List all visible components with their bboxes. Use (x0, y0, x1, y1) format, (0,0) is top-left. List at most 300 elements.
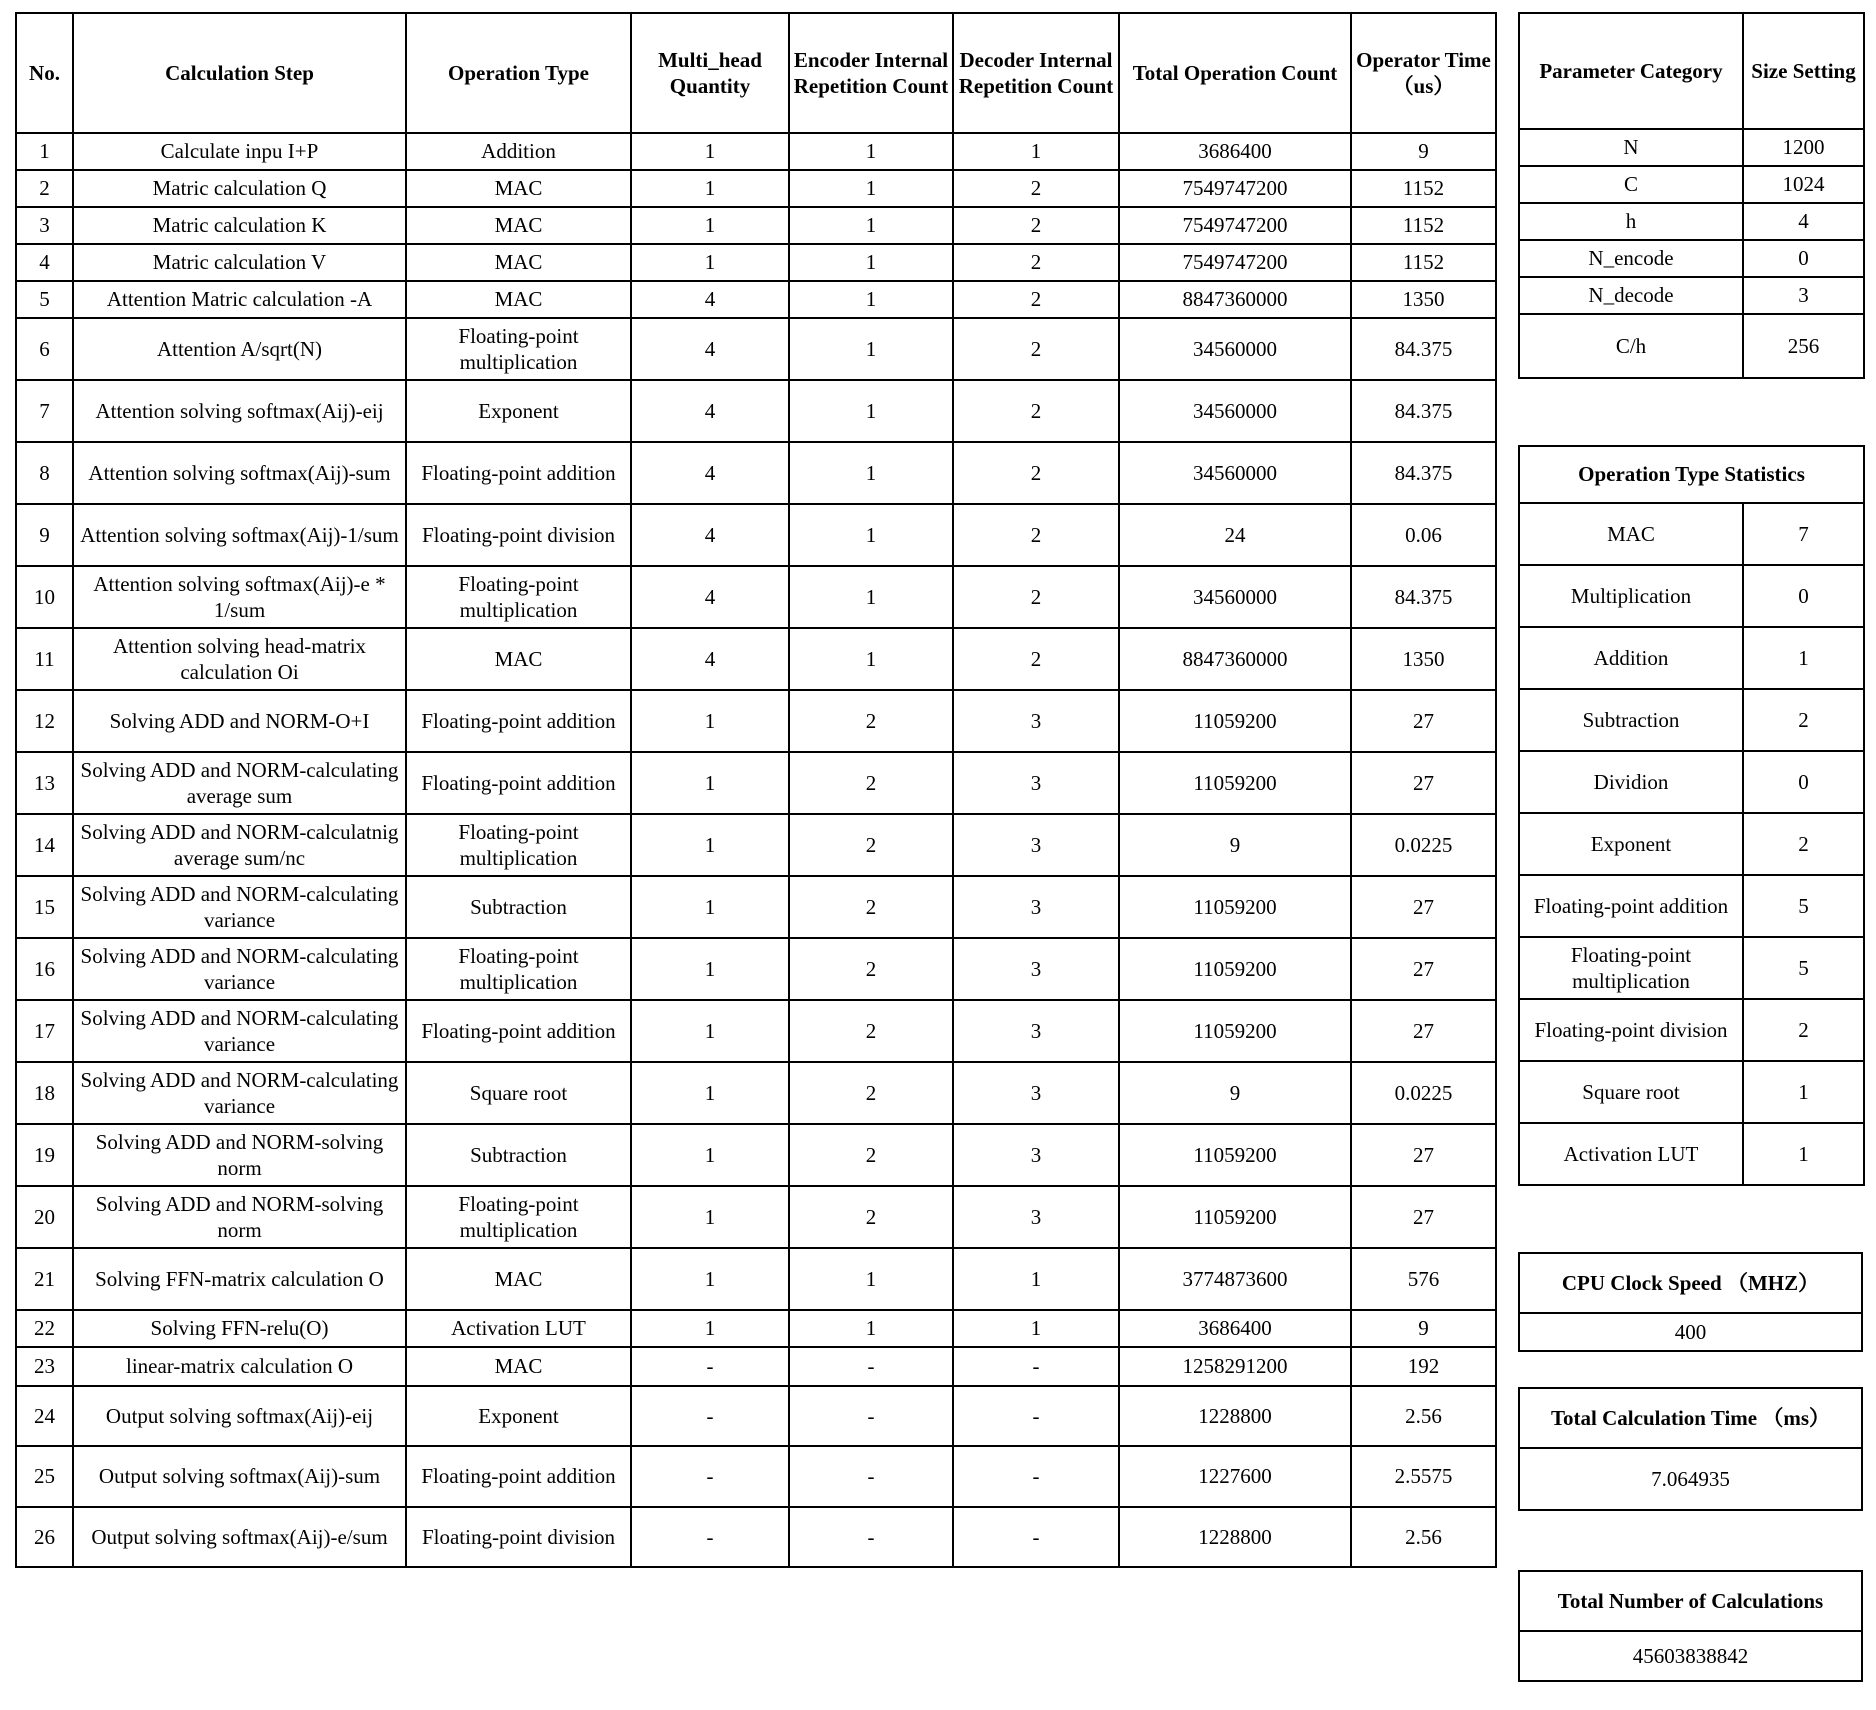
table-cell: 2 (789, 752, 953, 814)
table-cell: Floating-point division (406, 1507, 631, 1567)
table-cell: Attention solving softmax(Aij)-eij (73, 380, 406, 442)
table-cell: - (789, 1386, 953, 1446)
table-cell: Addition (406, 133, 631, 170)
table-cell: 1 (953, 1248, 1119, 1310)
table-cell: 1 (953, 133, 1119, 170)
table-cell: - (631, 1386, 789, 1446)
table-cell: 25 (16, 1446, 73, 1507)
table-cell: 3 (953, 876, 1119, 938)
table-cell: Exponent (1519, 813, 1743, 875)
table-cell: Multiplication (1519, 565, 1743, 627)
table-cell: 1 (631, 170, 789, 207)
table-cell: 2 (953, 628, 1119, 690)
table-cell: 576 (1351, 1248, 1496, 1310)
table-cell: Solving ADD and NORM-calculatnig average sum/nc (73, 814, 406, 876)
table-cell: 1 (789, 133, 953, 170)
table-cell: 1 (789, 207, 953, 244)
table-cell: 3686400 (1119, 133, 1351, 170)
table-cell: 1 (16, 133, 73, 170)
table-cell: Subtraction (406, 876, 631, 938)
table-cell: 2 (953, 504, 1119, 566)
table-cell: 2 (953, 170, 1119, 207)
table-cell: 2 (953, 244, 1119, 281)
table-cell: 4 (631, 281, 789, 318)
table-cell: Solving ADD and NORM-calculating average sum (73, 752, 406, 814)
table-cell: Output solving softmax(Aij)-e/sum (73, 1507, 406, 1567)
table-cell: Solving ADD and NORM-O+I (73, 690, 406, 752)
table-cell: Matric calculation V (73, 244, 406, 281)
table-cell: 4 (16, 244, 73, 281)
parameter-table-header-row (1519, 13, 1864, 129)
table-cell: Attention A/sqrt(N) (73, 318, 406, 380)
table-cell: 256 (1743, 314, 1864, 378)
table-row (16, 1248, 1496, 1310)
table-cell: 7 (1743, 503, 1864, 565)
table-cell: 2 (1743, 689, 1864, 751)
parameter-table-body (1519, 129, 1864, 378)
table-cell: 8847360000 (1119, 628, 1351, 690)
table-cell: 1 (1743, 627, 1864, 689)
table-cell: 11059200 (1119, 690, 1351, 752)
table-row (1519, 565, 1864, 627)
table-row (1519, 1123, 1864, 1185)
table-cell: 1 (631, 1124, 789, 1186)
table-cell: Solving FFN-relu(O) (73, 1310, 406, 1347)
table-cell: 1 (789, 170, 953, 207)
column-header: Calculation Step (73, 13, 406, 133)
table-cell: 1 (789, 504, 953, 566)
table-cell: 1 (789, 566, 953, 628)
table-cell: 84.375 (1351, 318, 1496, 380)
column-header: Operation Type (406, 13, 631, 133)
table-cell: 3 (953, 1062, 1119, 1124)
table-cell: Attention solving softmax(Aij)-e * 1/sum (73, 566, 406, 628)
table-cell: 4 (1743, 203, 1864, 240)
table-cell: 1 (789, 1248, 953, 1310)
table-row (1519, 751, 1864, 813)
table-cell: Floating-point multiplication (406, 938, 631, 1000)
cpu-clock-value: 400 (1519, 1313, 1862, 1351)
table-cell: 2 (789, 1186, 953, 1248)
table-cell: 17 (16, 1000, 73, 1062)
table-row (1519, 813, 1864, 875)
table-cell: 24 (1119, 504, 1351, 566)
table-cell: 20 (16, 1186, 73, 1248)
table-row (1519, 166, 1864, 203)
table-row (1519, 627, 1864, 689)
cpu-clock-table (1518, 1252, 1863, 1352)
table-cell: 6 (16, 318, 73, 380)
table-cell: Floating-point division (406, 504, 631, 566)
table-cell: N_encode (1519, 240, 1743, 277)
table-cell: 7549747200 (1119, 170, 1351, 207)
table-cell: 23 (16, 1347, 73, 1386)
table-cell: MAC (406, 628, 631, 690)
table-row (16, 442, 1496, 504)
table-cell: Square root (406, 1062, 631, 1124)
table-cell: 1 (631, 690, 789, 752)
table-cell: linear-matrix calculation O (73, 1347, 406, 1386)
table-cell: 27 (1351, 1186, 1496, 1248)
table-cell: 2 (953, 566, 1119, 628)
table-row (16, 1310, 1496, 1347)
table-cell: 1152 (1351, 244, 1496, 281)
table-cell: 1 (789, 1310, 953, 1347)
total-time-value: 7.064935 (1519, 1448, 1862, 1510)
table-cell: Floating-point addition (406, 1446, 631, 1507)
table-cell: 1 (1743, 1123, 1864, 1185)
table-row (16, 752, 1496, 814)
table-cell: Solving ADD and NORM-solving norm (73, 1124, 406, 1186)
table-row (16, 170, 1496, 207)
table-cell: Subtraction (1519, 689, 1743, 751)
table-cell: 11059200 (1119, 938, 1351, 1000)
table-cell: 1 (631, 752, 789, 814)
table-row (16, 1000, 1496, 1062)
table-cell: 0.0225 (1351, 1062, 1496, 1124)
table-cell: - (953, 1507, 1119, 1567)
table-cell: - (953, 1446, 1119, 1507)
table-cell: Solving ADD and NORM-calculating variance (73, 1000, 406, 1062)
table-row (16, 1124, 1496, 1186)
table-row (1519, 1061, 1864, 1123)
table-cell: 1 (789, 442, 953, 504)
table-cell: 1 (953, 1310, 1119, 1347)
table-cell: 3 (953, 1124, 1119, 1186)
table-cell: 2 (1743, 813, 1864, 875)
table-cell: - (953, 1347, 1119, 1386)
table-row (16, 814, 1496, 876)
column-header: No. (16, 13, 73, 133)
table-cell: 1 (1743, 1061, 1864, 1123)
table-cell: 3 (953, 1000, 1119, 1062)
table-row (16, 504, 1496, 566)
table-cell: 8847360000 (1119, 281, 1351, 318)
table-cell: 0 (1743, 751, 1864, 813)
table-row (1519, 277, 1864, 314)
table-cell: MAC (406, 207, 631, 244)
table-cell: 34560000 (1119, 442, 1351, 504)
table-cell: Floating-point multiplication (406, 318, 631, 380)
table-cell: 1227600 (1119, 1446, 1351, 1507)
table-row (16, 876, 1496, 938)
table-cell: 0 (1743, 565, 1864, 627)
table-cell: 1 (631, 207, 789, 244)
table-row (16, 1347, 1496, 1386)
table-cell: 1 (631, 244, 789, 281)
table-cell: Output solving softmax(Aij)-eij (73, 1386, 406, 1446)
table-cell: Floating-point division (1519, 999, 1743, 1061)
table-cell: Calculate inpu I+P (73, 133, 406, 170)
table-cell: 2 (1743, 999, 1864, 1061)
main-table-body (16, 133, 1496, 1567)
table-cell: MAC (406, 170, 631, 207)
table-cell: 3686400 (1119, 1310, 1351, 1347)
table-cell: 84.375 (1351, 442, 1496, 504)
table-cell: Exponent (406, 380, 631, 442)
table-row (16, 318, 1496, 380)
table-cell: 4 (631, 442, 789, 504)
table-cell: 21 (16, 1248, 73, 1310)
table-cell: 2 (953, 281, 1119, 318)
table-cell: Solving FFN-matrix calculation O (73, 1248, 406, 1310)
operation-stats-body (1519, 503, 1864, 1185)
table-cell: Solving ADD and NORM-solving norm (73, 1186, 406, 1248)
table-cell: C (1519, 166, 1743, 203)
table-cell: 7549747200 (1119, 244, 1351, 281)
table-cell: 11059200 (1119, 876, 1351, 938)
table-row (1519, 503, 1864, 565)
table-cell: Output solving softmax(Aij)-sum (73, 1446, 406, 1507)
table-cell: - (789, 1446, 953, 1507)
table-cell: 16 (16, 938, 73, 1000)
table-row (16, 281, 1496, 318)
table-cell: 3 (16, 207, 73, 244)
table-cell: 192 (1351, 1347, 1496, 1386)
table-cell: 2 (789, 876, 953, 938)
main-table-header-row (16, 13, 1496, 133)
table-cell: 11059200 (1119, 752, 1351, 814)
table-row (16, 1507, 1496, 1567)
calculation-steps-table (15, 12, 1497, 1568)
table-row (1519, 240, 1864, 277)
table-cell: Attention Matric calculation -A (73, 281, 406, 318)
table-cell: 7549747200 (1119, 207, 1351, 244)
table-cell: 1 (789, 380, 953, 442)
table-row (1519, 875, 1864, 937)
table-cell: N (1519, 129, 1743, 166)
table-cell: 2 (953, 207, 1119, 244)
table-cell: MAC (406, 281, 631, 318)
table-cell: 84.375 (1351, 380, 1496, 442)
table-cell: Dividion (1519, 751, 1743, 813)
table-cell: 1350 (1351, 628, 1496, 690)
table-cell: N_decode (1519, 277, 1743, 314)
table-cell: 9 (1119, 814, 1351, 876)
table-row (16, 133, 1496, 170)
table-cell: 2.56 (1351, 1507, 1496, 1567)
table-cell: Addition (1519, 627, 1743, 689)
table-cell: 9 (1351, 133, 1496, 170)
total-time-title: Total Calculation Time （ms） (1519, 1388, 1862, 1448)
table-cell: 3 (953, 938, 1119, 1000)
table-cell: 84.375 (1351, 566, 1496, 628)
column-header: Decoder Internal Repetition Count (953, 13, 1119, 133)
table-cell: 2 (789, 814, 953, 876)
table-cell: 13 (16, 752, 73, 814)
table-cell: 1228800 (1119, 1507, 1351, 1567)
table-cell: 2 (789, 1000, 953, 1062)
table-cell: 11059200 (1119, 1186, 1351, 1248)
table-cell: 22 (16, 1310, 73, 1347)
table-cell: 8 (16, 442, 73, 504)
table-cell: 1 (631, 1000, 789, 1062)
table-cell: 1 (789, 281, 953, 318)
table-cell: Floating-point multiplication (406, 1186, 631, 1248)
table-cell: 4 (631, 566, 789, 628)
table-row (1519, 999, 1864, 1061)
table-cell: Floating-point multiplication (406, 566, 631, 628)
table-cell: 27 (1351, 1124, 1496, 1186)
table-cell: - (789, 1347, 953, 1386)
table-cell: Floating-point addition (406, 752, 631, 814)
table-cell: 9 (1119, 1062, 1351, 1124)
cpu-clock-title: CPU Clock Speed （MHZ） (1519, 1253, 1862, 1313)
operation-stats-table (1518, 445, 1865, 1186)
table-cell: 1024 (1743, 166, 1864, 203)
table-cell: 18 (16, 1062, 73, 1124)
table-cell: 2.56 (1351, 1386, 1496, 1446)
table-cell: 1 (631, 1248, 789, 1310)
table-cell: 2 (789, 1062, 953, 1124)
column-header: Multi_head Quantity (631, 13, 789, 133)
total-time-table (1518, 1387, 1863, 1511)
table-cell: 27 (1351, 938, 1496, 1000)
table-cell: Solving ADD and NORM-calculating variance (73, 876, 406, 938)
table-cell: 19 (16, 1124, 73, 1186)
table-cell: 9 (1351, 1310, 1496, 1347)
table-cell: MAC (406, 244, 631, 281)
table-cell: 1 (631, 1310, 789, 1347)
table-cell: 26 (16, 1507, 73, 1567)
table-cell: - (631, 1507, 789, 1567)
table-cell: 0.0225 (1351, 814, 1496, 876)
table-cell: 4 (631, 380, 789, 442)
table-cell: 11 (16, 628, 73, 690)
table-row (16, 1186, 1496, 1248)
table-cell: Floating-point addition (1519, 875, 1743, 937)
table-cell: Floating-point addition (406, 442, 631, 504)
table-cell: - (789, 1507, 953, 1567)
table-cell: 5 (16, 281, 73, 318)
table-cell: 1 (789, 318, 953, 380)
table-cell: 9 (16, 504, 73, 566)
table-cell: Floating-point multiplication (406, 814, 631, 876)
table-cell: 27 (1351, 1000, 1496, 1062)
table-cell: 14 (16, 814, 73, 876)
table-cell: 12 (16, 690, 73, 752)
total-calculations-value: 45603838842 (1519, 1631, 1862, 1681)
table-cell: 1 (631, 1062, 789, 1124)
table-row (16, 566, 1496, 628)
table-cell: 34560000 (1119, 318, 1351, 380)
table-cell: Floating-point multiplication (1519, 937, 1743, 999)
table-cell: 2 (789, 1124, 953, 1186)
table-cell: Exponent (406, 1386, 631, 1446)
table-cell: 2 (953, 318, 1119, 380)
table-cell: 3 (1743, 277, 1864, 314)
column-header: Encoder Internal Repetition Count (789, 13, 953, 133)
table-cell: 3 (953, 1186, 1119, 1248)
table-cell: Floating-point addition (406, 1000, 631, 1062)
table-cell: - (631, 1347, 789, 1386)
table-cell: 2.5575 (1351, 1446, 1496, 1507)
table-cell: 1 (631, 814, 789, 876)
table-row (16, 1386, 1496, 1446)
total-calculations-table (1518, 1570, 1863, 1682)
table-cell: 24 (16, 1386, 73, 1446)
column-header: Parameter Category (1519, 13, 1743, 129)
table-row (16, 1446, 1496, 1507)
table-cell: 27 (1351, 876, 1496, 938)
table-cell: Subtraction (406, 1124, 631, 1186)
table-cell: h (1519, 203, 1743, 240)
table-cell: 1152 (1351, 170, 1496, 207)
table-cell: 4 (631, 628, 789, 690)
table-cell: Activation LUT (406, 1310, 631, 1347)
table-cell: 11059200 (1119, 1124, 1351, 1186)
table-cell: 34560000 (1119, 566, 1351, 628)
table-cell: 4 (631, 504, 789, 566)
table-cell: 1 (789, 628, 953, 690)
operation-stats-header-row (1519, 446, 1864, 503)
table-cell: 27 (1351, 752, 1496, 814)
table-row (1519, 314, 1864, 378)
table-cell: 10 (16, 566, 73, 628)
table-cell: MAC (406, 1347, 631, 1386)
operation-stats-title: Operation Type Statistics (1519, 446, 1864, 503)
table-cell: 11059200 (1119, 1000, 1351, 1062)
table-cell: 1 (631, 938, 789, 1000)
table-cell: 1258291200 (1119, 1347, 1351, 1386)
column-header: Total Operation Count (1119, 13, 1351, 133)
table-cell: 2 (789, 938, 953, 1000)
table-row (1519, 129, 1864, 166)
column-header: Size Setting (1743, 13, 1864, 129)
table-row (16, 244, 1496, 281)
table-cell: 1152 (1351, 207, 1496, 244)
table-cell: 0 (1743, 240, 1864, 277)
table-cell: 3774873600 (1119, 1248, 1351, 1310)
table-cell: Activation LUT (1519, 1123, 1743, 1185)
table-row (1519, 203, 1864, 240)
table-cell: 3 (953, 814, 1119, 876)
table-cell: Square root (1519, 1061, 1743, 1123)
table-row (16, 207, 1496, 244)
table-row (16, 938, 1496, 1000)
table-cell: 3 (953, 690, 1119, 752)
table-row (1519, 689, 1864, 751)
table-cell: 1350 (1351, 281, 1496, 318)
table-cell: Matric calculation K (73, 207, 406, 244)
table-cell: 1 (631, 1186, 789, 1248)
table-cell: Attention solving head-matrix calculation Oi (73, 628, 406, 690)
table-cell: - (953, 1386, 1119, 1446)
parameter-table (1518, 12, 1865, 379)
table-cell: C/h (1519, 314, 1743, 378)
table-row (1519, 937, 1864, 999)
table-cell: 2 (16, 170, 73, 207)
table-cell: 1 (631, 133, 789, 170)
table-cell: 1200 (1743, 129, 1864, 166)
column-header: Operator Time （us） (1351, 13, 1496, 133)
table-cell: 0.06 (1351, 504, 1496, 566)
table-cell: Attention solving softmax(Aij)-1/sum (73, 504, 406, 566)
table-cell: Solving ADD and NORM-calculating variance (73, 1062, 406, 1124)
table-cell: Attention solving softmax(Aij)-sum (73, 442, 406, 504)
table-cell: 1228800 (1119, 1386, 1351, 1446)
table-cell: 4 (631, 318, 789, 380)
table-cell: 2 (953, 442, 1119, 504)
table-cell: 34560000 (1119, 380, 1351, 442)
table-cell: 15 (16, 876, 73, 938)
table-row (16, 380, 1496, 442)
table-cell: 2 (789, 690, 953, 752)
table-row (16, 690, 1496, 752)
table-cell: 5 (1743, 937, 1864, 999)
table-cell: 27 (1351, 690, 1496, 752)
table-cell: 2 (953, 380, 1119, 442)
